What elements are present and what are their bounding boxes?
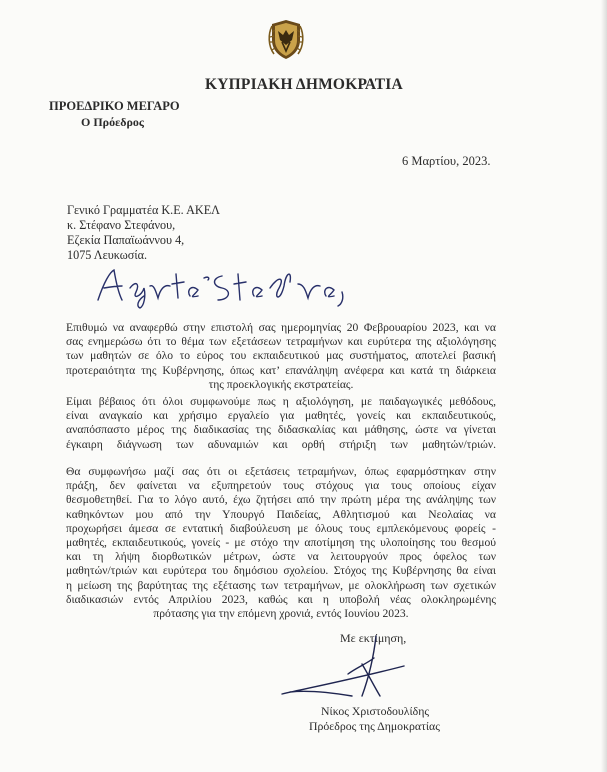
paragraph-line: πρότασης για την επόμενη χρονιά, εντός Ιουνίου 2023.	[153, 607, 409, 621]
paragraph-line: μαθητές, εκπαιδευτικούς, γονείς - με στόχο την αποτίμηση της υλοποίησης του θεσμού	[66, 536, 496, 550]
paragraph-line: θεσμοθετηθεί. Για το λόγο αυτό, έχω ζητήσει από την πρώτη μέρα της ανάληψης των	[66, 493, 496, 507]
cyprus-coat-of-arms-icon	[266, 18, 306, 62]
paragraph-line: διαδικασιών εντός Απριλίου 2023, καθώς και η υποβολή νέας ολοκληρωμένης	[66, 592, 496, 606]
signer-name: Νίκος Χριστοδουλίδης	[321, 704, 430, 718]
paragraph-line: καθηκόντων μου από την Υπουργό Παιδείας, Αθλητισμού και Νεολαίας να	[66, 507, 496, 521]
paragraph-line: η μείωση της βαρύτητας της εξέτασης των τετραμήνων, με ολοκλήρωση των σχετικών	[66, 578, 496, 592]
paragraph-line: των μαθητών σε όλο το εύρος του εκπαιδευτικού μας συστήματος, αποτελεί βασική	[66, 349, 496, 363]
handwritten-signature	[278, 634, 408, 704]
recipient-line: Εζεκία Παπαϊωάννου 4,	[67, 233, 185, 247]
body-paragraph-3	[66, 465, 496, 621]
signer-title: Πρόεδρος της Δημοκρατίας	[309, 719, 440, 733]
paragraph-line: προχωρήσει άμεσα σε εντατική διαβούλευση με όλους τους εμπλεκόμενους φορείς -	[66, 521, 496, 535]
republic-heading: ΚΥΠΡΙΑΚΗ ΔΗΜΟΚΡΑΤΙΑ	[205, 76, 403, 93]
recipient-line: Γενικό Γραμματέα Κ.Ε. ΑΚΕΛ	[67, 203, 220, 217]
letter-date: 6 Μαρτίου, 2023.	[402, 154, 491, 168]
paragraph-line: Επιθυμώ να αναφερθώ στην επιστολή σας ημερομηνίας 20 Φεβρουαρίου 2023, και να	[66, 321, 496, 334]
paragraph-line: έγκαιρη διάγνωση των αδυναμιών και ορθή στήριξη των μαθητών/τριών.	[66, 437, 496, 451]
paragraph-line: και τη λήψη διορθωτικών μέτρων, ώστε να λειτουργούν προς όφελος των	[66, 550, 496, 564]
body-paragraph-1	[66, 321, 496, 392]
recipient-line: κ. Στέφανο Στεφάνου,	[67, 218, 176, 232]
paragraph-line: αναπόσπαστο μέρος της διαδικασίας της διδασκαλίας και μάθησης, ώστε να γίνεται	[66, 423, 496, 437]
paragraph-line: σας ενημερώσω ότι το θέμα των εξετάσεων τετραμήνων και ευρύτερα της αξιολόγησης	[66, 335, 496, 349]
paragraph-line: προτεραιότητα της Κυβέρνησης, όπως κατ’ επανάληψη ανέφερα και κατά τη διάρκεια	[66, 363, 496, 377]
paragraph-line: είναι αναγκαίο και χρήσιμο εργαλείο για μαθητές, γονείς και εκπαιδευτικούς,	[66, 409, 496, 423]
paragraph-line: Θα συμφωνήσω μαζί σας ότι οι εξετάσεις τετραμήνων, όπως εφαρμόστηκαν στην	[66, 465, 496, 478]
paragraph-line: πράξη, δεν φαίνεται να εξυπηρετούν τους στόχους για τους οποίους είχαν	[66, 479, 496, 493]
paragraph-line: Είμαι βέβαιος ότι όλοι συμφωνούμε πως η αξιολόγηση, με παιδαγωγικές μεθόδους,	[66, 395, 496, 408]
president-title: Ο Πρόεδρος	[81, 115, 144, 129]
page-edge	[601, 0, 607, 772]
office-heading: ΠΡΟΕΔΡΙΚΟ ΜΕΓΑΡΟ	[49, 99, 180, 113]
body-paragraph-2	[66, 395, 496, 452]
handwritten-salutation	[94, 262, 354, 310]
paragraph-line: της προεκλογικής εκστρατείας.	[208, 377, 354, 391]
recipient-line: 1075 Λευκωσία.	[67, 248, 148, 262]
paragraph-line: μαθητών/τριών και ευρύτερα του δημόσιου σχολείου. Στόχος της Κυβέρνησης θα είναι	[66, 564, 496, 578]
closing: Με εκτίμηση,	[340, 631, 407, 645]
